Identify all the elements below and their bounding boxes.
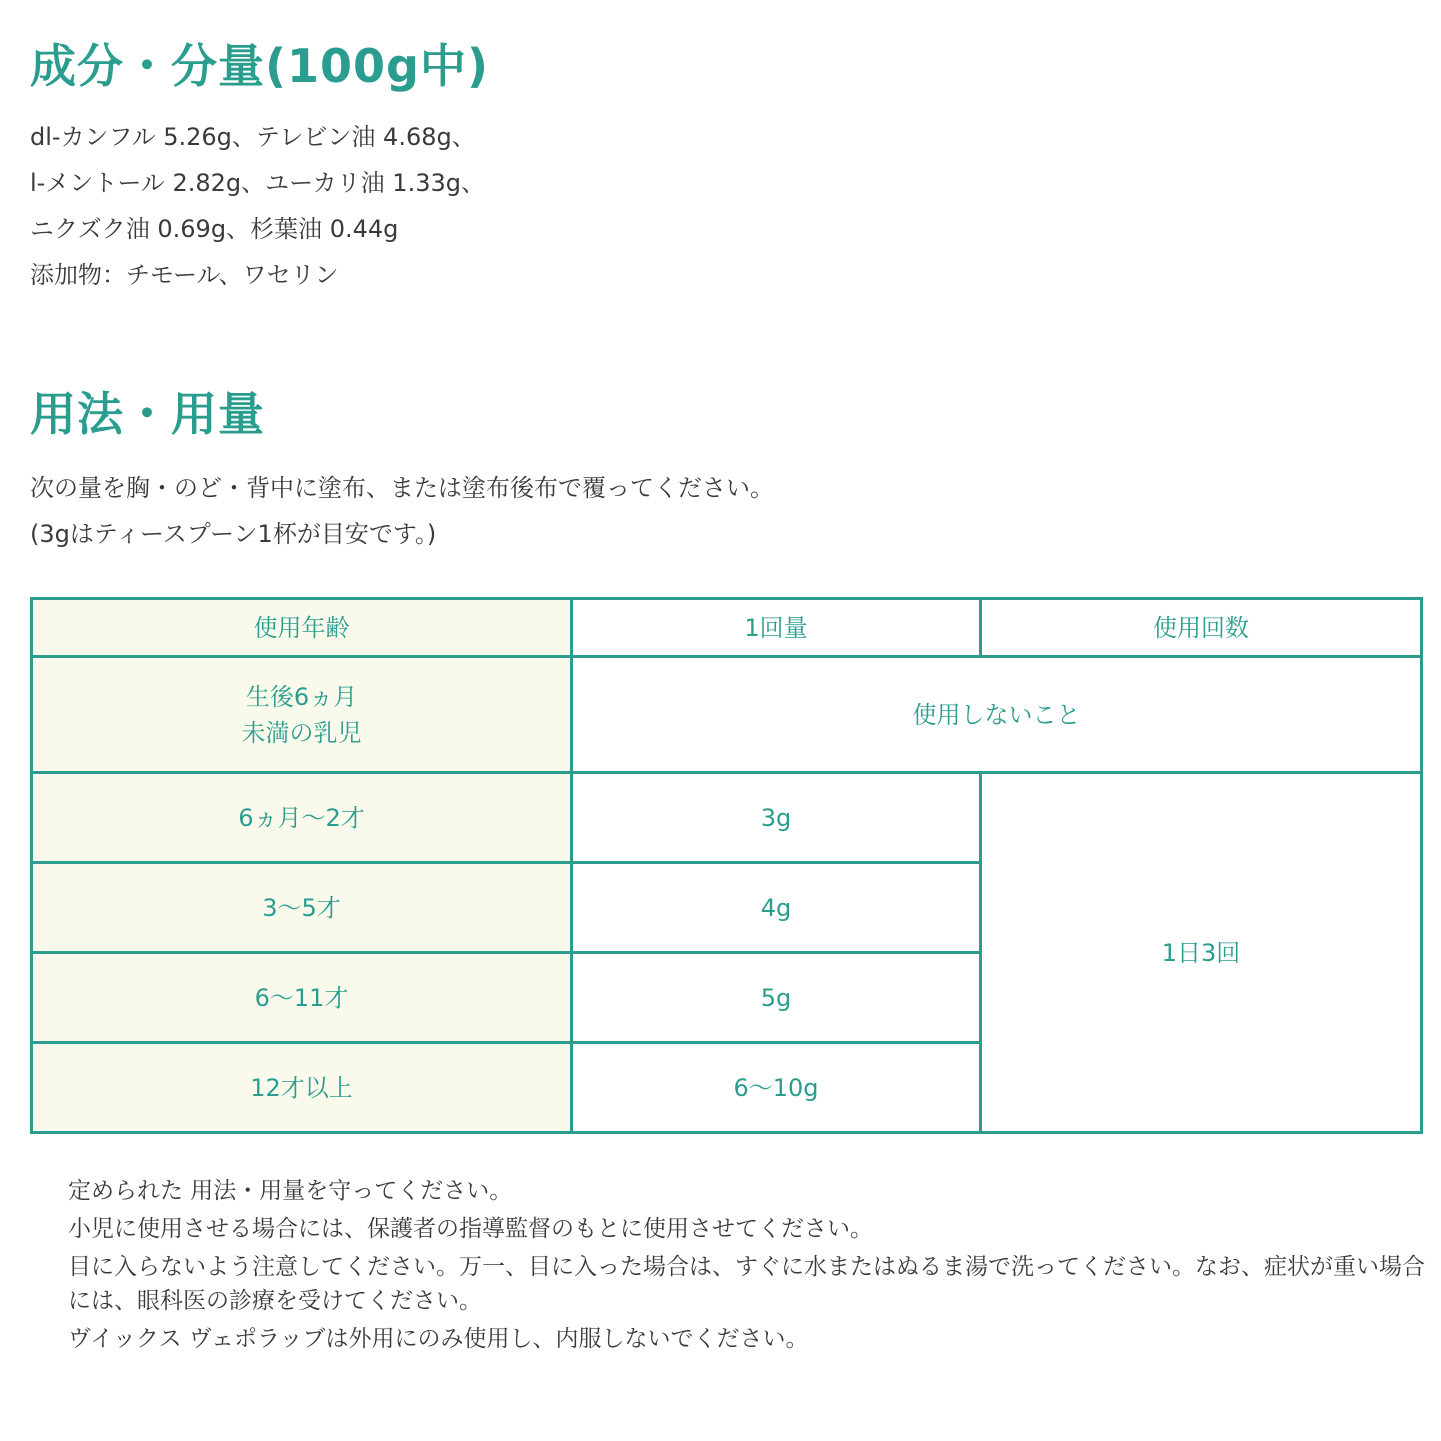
table-row-infant: [32, 657, 1422, 773]
dose-cell: 5g: [572, 953, 981, 1043]
directions-line: 次の量を胸・のど・背中に塗布、または塗布後布で覆ってください。: [30, 474, 774, 502]
age-cell-line: 未満の乳児: [241, 718, 362, 747]
note-line: 小児に使用させる場合には、保護者の指導監督のもとに使用させてください。: [68, 1216, 873, 1242]
dosage-table: [30, 597, 1423, 1134]
age-cell-line: 生後6ヵ月: [245, 682, 358, 711]
age-cell: 6〜11才: [32, 953, 572, 1043]
ingredients-line: l-メントール 2.82g、ユーカリ油 1.33g、: [30, 169, 485, 197]
table-header-row: [32, 599, 1422, 657]
header-dose: 1回量: [572, 599, 981, 657]
dose-cell: 6〜10g: [572, 1043, 981, 1133]
frequency-cell: 1日3回: [981, 773, 1422, 1133]
dose-cell: 4g: [572, 863, 981, 953]
age-cell: [32, 657, 572, 773]
ingredients-line: ニクズク油 0.69g、杉葉油 0.44g: [30, 215, 399, 243]
header-age: 使用年齢: [32, 599, 572, 657]
note-line: 目に入らないよう注意してください。万一、目に入った場合は、すぐに水またはぬるま湯で洗ってください。なお、症状が重い場合には、眼科医の診療を受けてください。: [68, 1254, 1425, 1314]
ingredients-line: dl-カンフル 5.26g、テレビン油 4.68g、: [30, 123, 476, 151]
directions-heading: 用法・用量: [30, 387, 265, 441]
additives-line: 添加物：チモール、ワセリン: [30, 261, 339, 289]
note-line: ヴイックス ヴェポラッブは外用にのみ使用し、内服しないでください。: [68, 1326, 809, 1352]
age-cell: 6ヵ月〜2才: [32, 773, 572, 863]
age-cell: 12才以上: [32, 1043, 572, 1133]
dose-cell: 3g: [572, 773, 981, 863]
ingredients-heading: 成分・分量(100g中): [30, 39, 489, 93]
table-row: [32, 773, 1422, 863]
note-line: 定められた 用法・用量を守ってください。: [68, 1178, 513, 1204]
do-not-use-cell: 使用しないこと: [572, 657, 1422, 773]
precautions-notes: [68, 1172, 1428, 1358]
header-frequency: 使用回数: [981, 599, 1422, 657]
ingredients-list: [30, 114, 485, 298]
age-cell: 3〜5才: [32, 863, 572, 953]
directions-text: [30, 465, 774, 557]
directions-line: (3gはティースプーン1杯が目安です。): [30, 520, 437, 548]
